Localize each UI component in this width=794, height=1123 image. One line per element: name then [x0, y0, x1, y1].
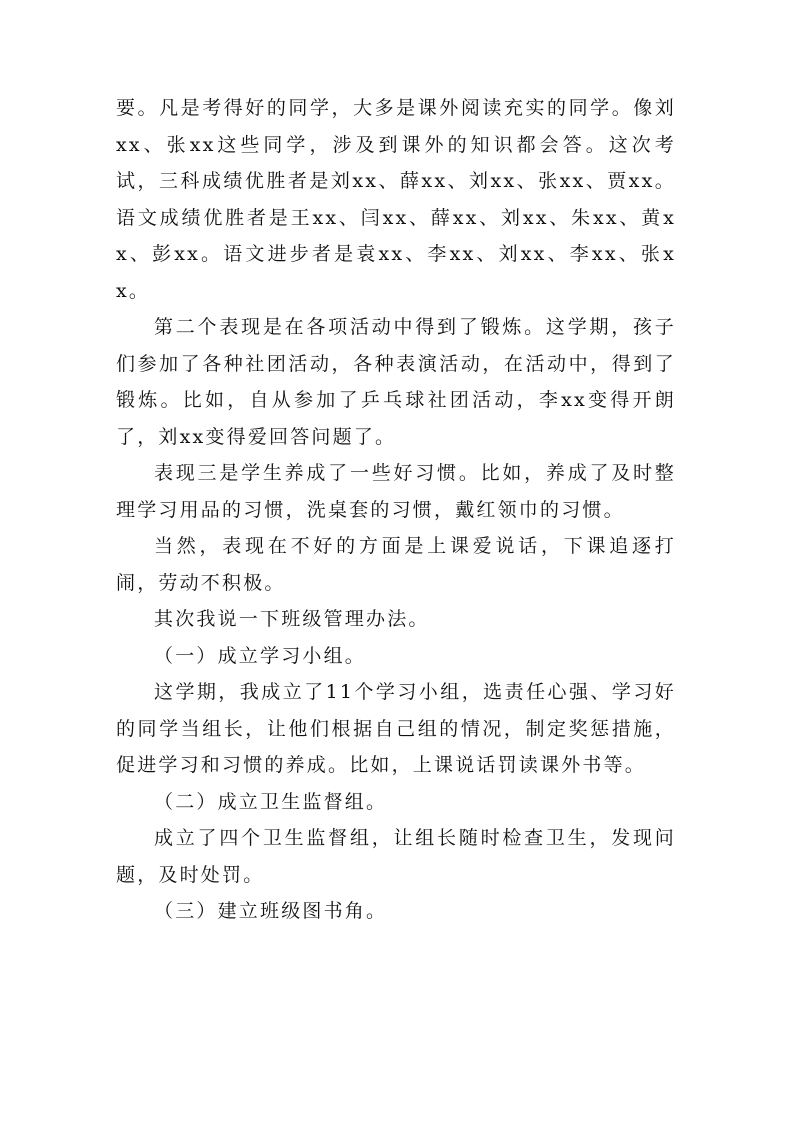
paragraph-study-groups: 这学期，我成立了11个学习小组，选责任心强、学习好的同学当组长，让他们根据自己组的情况，制定奖惩措施，促进学习和习惯的养成。比如，上课说话罚读课外书等。 [116, 681, 676, 776]
heading-hygiene-groups: （二）成立卫生监督组。 [154, 790, 388, 813]
paragraph-continued: 要。凡是考得好的同学，大多是课外阅读充实的同学。像刘xx、张xx这些同学，涉及到课外的知识都会答。这次考试，三科成绩优胜者是刘xx、薛xx、刘xx、张xx、贾xx。语文成绩优胜者是王xx、闫xx、薛xx、刘xx、朱xx、黄xx、彭xx。语文进步者是袁xx、李xx、刘xx、李xx、张xx。 [116, 97, 676, 302]
document-body [116, 90, 676, 930]
paragraph-habits: 表现三是学生养成了一些好习惯。比如，养成了及时整理学习用品的习惯，洗桌套的习惯，戴红领巾的习惯。 [116, 462, 676, 521]
heading-book-corner: （三）建立班级图书角。 [154, 900, 388, 922]
paragraph-hygiene-groups: 成立了四个卫生监督组，让组长随时检查卫生，发现问题，及时处罚。 [116, 827, 676, 886]
paragraph-management-intro: 其次我说一下班级管理办法。 [154, 608, 430, 630]
paragraph-shortcomings: 当然，表现在不好的方面是上课爱说话，下课追逐打闹，劳动不积极。 [116, 535, 676, 594]
heading-study-groups: （一）成立学习小组。 [154, 644, 367, 667]
paragraph-activities: 第二个表现是在各项活动中得到了锻炼。这学期，孩子们参加了各种社团活动，各种表演活动，在活动中，得到了锻炼。比如，自从参加了乒乓球社团活动，李xx变得开朗了，刘xx变得爱回答问题了。 [116, 316, 676, 448]
